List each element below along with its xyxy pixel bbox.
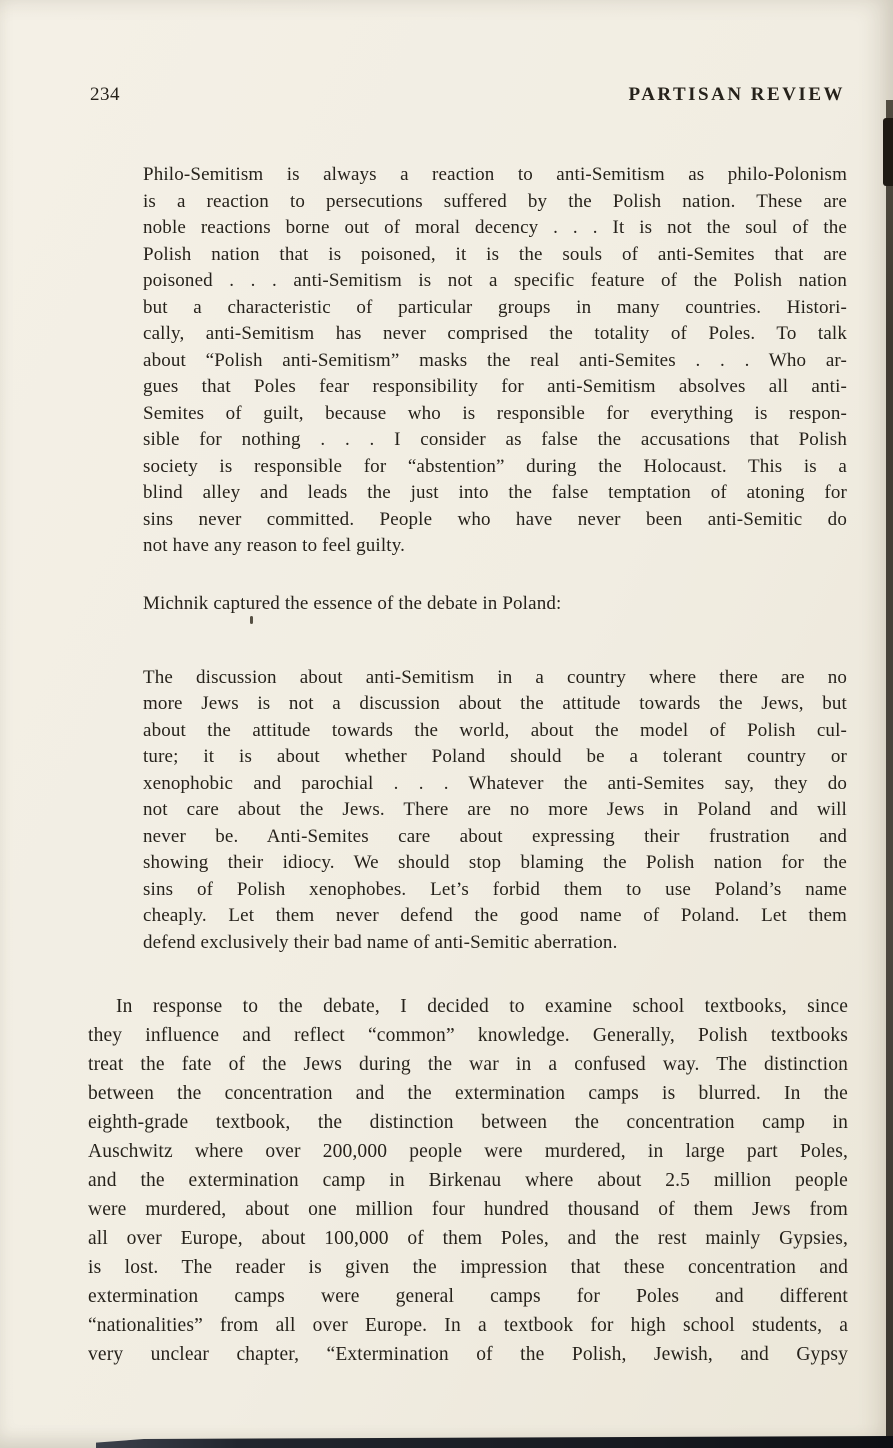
text-line: were murdered, about one million four hundred thousand of them Jews from [88,1199,848,1220]
text-line: Auschwitz where over 200,000 people were murdered, in large part Poles, [88,1141,848,1162]
text-line: ture; it is about whether Poland should be a tolerant country or [143,746,847,767]
scan-edge-bottom [96,1436,893,1448]
text-line: about the attitude towards the world, about the model of Polish cul- [143,719,847,741]
journal-title: PARTISAN REVIEW [628,84,845,105]
text-line: eighth-grade textbook, the distinction between the concentration camp in [88,1112,848,1133]
quote-block-2 [143,665,847,957]
text-line: is a reaction to persecutions suffered by the Polish nation. These are [143,190,847,212]
text-line: noble reactions borne out of moral decency . . . It is not the soul of the [143,217,847,238]
text-line: sible for nothing . . . I consider as false the accusations that Polish [143,429,847,450]
text-line: but a characteristic of particular groups in many countries. Histori- [143,296,847,318]
text-line: not care about the Jews. There are no more Jews in Poland and will [143,799,847,820]
text-line: all over Europe, about 100,000 of them Poles, and the rest mainly Gypsies, [88,1228,848,1249]
text-line: sins of Polish xenophobes. Let’s forbid them to use Poland’s name [143,878,847,900]
text-line: poisoned . . . anti-Semitism is not a specific feature of the Polish nation [143,270,847,291]
text-line: Polish nation that is poisoned, it is the souls of anti-Semites that are [143,243,847,265]
text-line: “nationalities” from all over Europe. In a textbook for high school students, a [88,1315,848,1336]
text-line: society is responsible for “abstention” during the Holocaust. This is a [143,455,847,477]
text-line: In response to the debate, I decided to examine school textbooks, since [116,996,848,1017]
body-paragraph [88,992,848,1369]
text-line: Semites of guilt, because who is responsible for everything is respon- [143,402,847,424]
text-line: between the concentration and the extermination camps is blurred. In the [88,1083,848,1104]
text-line: cheaply. Let them never defend the good name of Poland. Let them [143,905,847,926]
text-line: Philo-Semitism is always a reaction to anti-Semitism as philo-Polonism [143,164,847,185]
text-line: extermination camps were general camps for Poles and different [88,1286,848,1307]
scan-speck [250,616,253,624]
text-line: defend exclusively their bad name of anti-Semitic aberration. [143,931,618,953]
text-line: treat the fate of the Jews during the war in a confused way. The distinction [88,1054,848,1075]
text-line: and the extermination camp in Birkenau where about 2.5 million people [88,1170,848,1191]
text-line: blind alley and leads the just into the false temptation of atoning for [143,482,847,503]
text-line: showing their idiocy. We should stop blaming the Polish nation for the [143,852,847,873]
page-number: 234 [90,84,120,105]
text-line: they influence and reflect “common” knowledge. Generally, Polish textbooks [88,1025,848,1046]
scan-edge-right [886,100,893,1448]
quote-block-1 [143,162,847,560]
text-line: very unclear chapter, “Extermination of the Polish, Jewish, and Gypsy [88,1344,848,1365]
text-line: never be. Anti-Semites care about expressing their frustration and [143,825,847,847]
text-line: not have any reason to feel guilty. [143,535,406,556]
running-head [0,0,893,106]
text-line: sins never committed. People who have never been anti-Semitic do [143,508,847,530]
text-line: is lost. The reader is given the impression that these concentration and [88,1257,848,1278]
text-line: gues that Poles fear responsibility for anti-Semitism absolves all anti- [143,376,847,397]
text-line: more Jews is not a discussion about the attitude towards the Jews, but [143,693,847,714]
text-line: about “Polish anti-Semitism” masks the real anti-Semites . . . Who ar- [143,349,847,371]
scan-mark-top-right [883,118,893,186]
narrative-sentence: Michnik captured the essence of the debate in Poland: [143,592,562,614]
text-line: cally, anti-Semitism has never comprised the totality of Poles. To talk [143,323,847,344]
text-line: xenophobic and parochial . . . Whatever the anti-Semites say, they do [143,772,847,794]
text-line: The discussion about anti-Semitism in a country where there are no [143,666,847,688]
